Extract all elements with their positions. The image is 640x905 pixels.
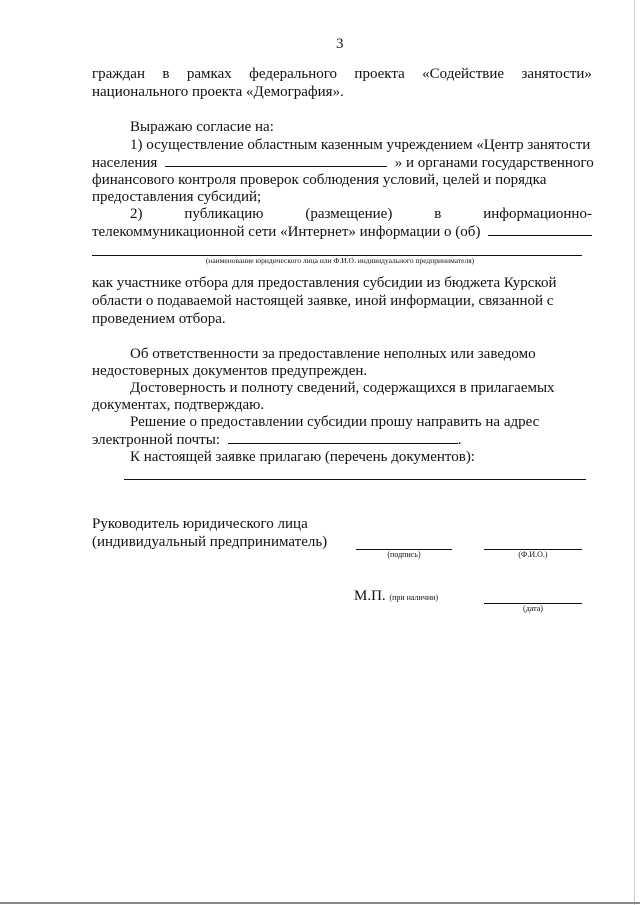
- attachments-line1: К настоящей заявке прилагаю (перечень документов):: [130, 449, 475, 465]
- decision-line1: Решение о предоставлении субсидии прошу направить на адрес: [130, 414, 540, 430]
- reliability-line2: документах, подтверждаю.: [92, 397, 265, 413]
- consent-item2-word: (размещение): [305, 206, 393, 222]
- organization-name-caption: (наименование юридического лица или Ф.И.О. индивидуального предпринимателя): [205, 256, 475, 265]
- signatory-title-line1: Руководитель юридического лица: [92, 516, 308, 532]
- consent-item2-word: в: [434, 206, 442, 222]
- consent-item1-word: населения: [92, 155, 158, 171]
- reliability-line1: Достоверность и полноту сведений, содержащихся в прилагаемых: [130, 380, 555, 396]
- consent-item2-word: публикацию: [184, 206, 264, 222]
- email-blank[interactable]: [228, 431, 458, 444]
- page-number: 3: [336, 36, 344, 52]
- consent-item2-word: 2): [130, 206, 143, 222]
- para2-line2: области о подаваемой настоящей заявке, иной информации, связанной с: [92, 293, 554, 309]
- para2-line1: как участнике отбора для предоставления субсидии из бюджета Курской: [92, 275, 557, 291]
- stamp-mp: М.П.: [354, 588, 386, 604]
- para1-word: в: [162, 66, 170, 82]
- para1-line1: [92, 66, 592, 83]
- signatory-title-line2: (индивидуальный предприниматель): [92, 534, 328, 550]
- para1-word: федерального: [249, 66, 338, 82]
- consent-heading: Выражаю согласие на:: [130, 119, 274, 135]
- consent-item2-word: информационно-: [483, 206, 592, 222]
- fio-caption: (Ф.И.О.): [518, 550, 548, 559]
- stamp-note: (при наличии): [389, 593, 439, 602]
- para1-word: проекта: [354, 66, 405, 82]
- consent-item1-line1: 1) осуществление областным казенным учреждением «Центр занятости: [130, 137, 591, 153]
- decision-period: .: [457, 432, 462, 448]
- para1-word: рамках: [186, 66, 232, 82]
- para2-line3: проведением отбора.: [92, 311, 226, 327]
- signature-caption: (подпись): [387, 550, 421, 559]
- para1-word: занятости»: [521, 66, 592, 82]
- employment-center-blank[interactable]: [165, 154, 387, 167]
- consent-item1-line3: финансового контроля проверок соблюдения условий, целей и порядка: [92, 172, 547, 188]
- attachments-list-line[interactable]: [124, 479, 586, 480]
- consent-item1-text: » и органами государственного: [394, 155, 594, 171]
- decision-line2: [92, 431, 461, 449]
- consent-item2-line1: [130, 206, 592, 223]
- consent-item2-line2: [92, 223, 592, 241]
- scan-edge-right: [634, 0, 635, 905]
- responsibility-line1: Об ответственности за предоставление неполных или заведомо: [130, 346, 536, 362]
- date-caption: (дата): [523, 604, 543, 613]
- info-about-blank[interactable]: [488, 223, 592, 236]
- decision-text: электронной почты:: [92, 432, 220, 448]
- para1-word: граждан: [92, 66, 145, 82]
- scan-edge-bottom: [0, 902, 640, 904]
- para1-word: «Содействие: [422, 66, 505, 82]
- para1-line2: национального проекта «Демография».: [92, 84, 344, 100]
- stamp-label: [354, 588, 438, 605]
- consent-item1-line2: [92, 154, 594, 172]
- consent-item1-line4: предоставления субсидий;: [92, 189, 262, 205]
- responsibility-line2: недостоверных документов предупрежден.: [92, 363, 368, 379]
- consent-item2-text: телекоммуникационной сети «Интернет» информации о (об): [92, 224, 481, 240]
